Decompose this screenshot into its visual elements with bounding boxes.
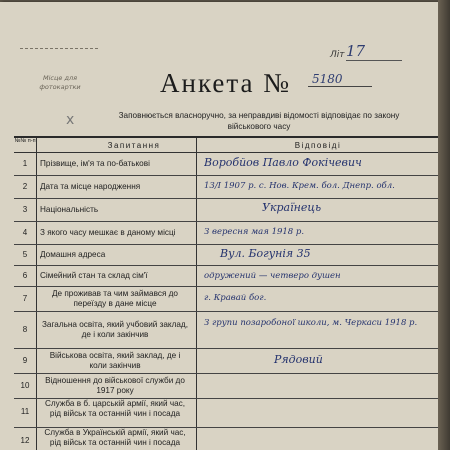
row-number: 4 (22, 228, 28, 237)
row-number: 1 (22, 159, 28, 168)
table-row (14, 312, 440, 349)
row-question: Домашня адреса (40, 250, 106, 259)
form-number: 5180 (308, 72, 372, 87)
table-row (14, 399, 440, 428)
column-header-answer: Відповіді (294, 141, 342, 150)
row-question: Національність (40, 205, 99, 214)
table-row (14, 199, 440, 222)
row-number: 2 (22, 182, 28, 191)
table-row (14, 245, 440, 266)
table-header (14, 138, 440, 153)
lit-value: 17 (346, 42, 402, 61)
row-question: Сімейний стан та склад сім'ї (40, 271, 148, 280)
row-number: 3 (22, 205, 28, 214)
photo-label: Місце для фотокартки (39, 74, 81, 91)
binder-edge (438, 0, 450, 450)
row-number: 12 (20, 436, 30, 445)
table-row (14, 287, 440, 312)
table-row (14, 153, 440, 176)
row-question: Служба в Українській армії, який час, рід військ та останній чин і посада (44, 428, 186, 447)
row-question: Служба в б. царській армії, який час, рід військ та останній чин і посада (44, 399, 186, 418)
row-answer: г. Кравай бог. (204, 293, 267, 303)
row-question: З якого часу мешкає в даному місці (40, 228, 176, 237)
photo-mark: x (66, 112, 75, 128)
row-number: 8 (22, 325, 28, 334)
row-question: Загальна освіта, який учбовий заклад, де і коли закінчив (41, 320, 188, 339)
row-question: Військова освіта, який заклад, де і коли закінчив (49, 351, 181, 370)
row-question: Відношення до військової служби до 1917 року (45, 376, 185, 395)
row-question: Прізвище, ім'я та по-батькові (40, 159, 150, 168)
table-row (14, 222, 440, 245)
row-number: 10 (20, 381, 30, 390)
row-number: 6 (22, 271, 28, 280)
row-answer: З групи позаробоної школи, м. Черкаси 1918 р. (204, 318, 418, 328)
table-row (14, 374, 440, 399)
row-answer: Вул. Богунія 35 (220, 247, 311, 260)
table-row (14, 349, 440, 374)
row-number: 5 (22, 250, 28, 259)
row-answer: Рядовий (274, 353, 323, 366)
row-answer: 13/I 1907 р. с. Нов. Крем. бол. Днепр. обл. (204, 181, 395, 191)
table-row (14, 428, 440, 450)
row-answer: З вересня мая 1918 р. (204, 227, 305, 237)
row-question: Дата та місце народження (40, 182, 141, 191)
page-title: Анкета № (160, 68, 292, 98)
lit-label: Літ (330, 50, 345, 60)
row-number: 11 (20, 407, 30, 416)
row-answer: Українець (262, 201, 322, 214)
row-number: 9 (22, 356, 28, 365)
row-answer: одружений — четверо душен (204, 271, 341, 281)
table-row (14, 176, 440, 199)
questionnaire-sheet (0, 2, 440, 450)
row-number: 7 (22, 294, 28, 303)
form-instructions: Заповнюється власноручно, за неправдиві відомості відповідає по закону військового часу (118, 111, 400, 131)
row-answer: Воробйов Павло Фокічевич (204, 156, 362, 169)
column-header-question: Запитання (107, 141, 161, 150)
column-header-number: №№ п-п (14, 138, 36, 144)
table-row (14, 266, 440, 287)
row-question: Де проживав та чим займався до переїзду в дане місце (52, 289, 178, 308)
